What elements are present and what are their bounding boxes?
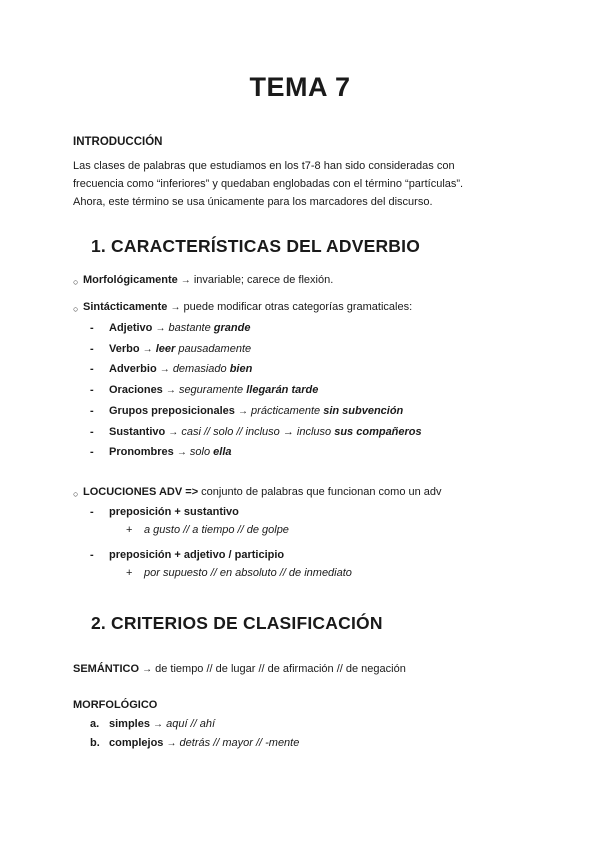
list-item	[109, 343, 251, 355]
semantico-label: SEMÁNTICO	[73, 663, 139, 675]
arrow-icon: →	[153, 719, 164, 730]
plus-bullet-icon: +	[126, 567, 133, 579]
locuciones-text: conjunto de palabras que funcionan como un adv	[198, 486, 442, 498]
item-label: Adjetivo	[109, 322, 153, 334]
list-item	[109, 384, 318, 396]
sintacticamente-label: Sintácticamente	[83, 301, 168, 313]
arrow-icon: →	[166, 738, 177, 749]
locuciones-line	[83, 486, 442, 498]
locucion-group-label	[109, 549, 284, 561]
item-example-bold: bien	[229, 363, 253, 375]
item-label: simples	[109, 718, 150, 730]
page-title: TEMA 7	[249, 72, 351, 102]
circle-bullet-icon: ○	[73, 277, 79, 287]
morfologicamente-label: Morfológicamente	[83, 274, 178, 286]
item-label: Oraciones	[109, 384, 163, 396]
item-example-bold: grande	[213, 322, 251, 334]
circle-bullet-icon: ○	[73, 304, 79, 314]
arrow-icon: →	[170, 302, 181, 313]
intro-line: frecuencia como “inferiores” y quedaban englobadas con el término “partículas”.	[73, 178, 464, 190]
semantico-text: de tiempo // de lugar // de afirmación // de negación	[152, 663, 406, 675]
item-example: demasiado	[172, 363, 227, 375]
morfologico-heading	[73, 699, 157, 711]
item-label: Sustantivo	[109, 426, 166, 438]
item-label: Pronombres	[109, 446, 174, 458]
arrow-icon: →	[142, 344, 153, 355]
dash-bullet-icon: -	[90, 426, 94, 438]
dash-bullet-icon: -	[90, 549, 94, 561]
sintacticamente-text: puede modificar otras categorías gramaticales:	[180, 301, 413, 313]
list-item	[109, 405, 403, 417]
list-item	[109, 322, 250, 334]
item-example: aquí // ahí	[166, 718, 216, 730]
locuciones-label: LOCUCIONES ADV =>	[83, 486, 199, 498]
group-example: por supuesto // en absoluto // de inmediato	[144, 567, 352, 579]
morfologico-heading-text: MORFOLÓGICO	[73, 699, 158, 711]
intro-heading: INTRODUCCIÓN	[73, 136, 163, 148]
intro-paragraph	[73, 157, 543, 211]
item-label: complejos	[109, 737, 164, 749]
arrow-icon: →	[180, 275, 191, 286]
intro-line: Ahora, este término se usa únicamente para los marcadores del discurso.	[73, 196, 433, 208]
item-example-bold: llegarán tarde	[246, 384, 319, 396]
circle-bullet-icon: ○	[73, 489, 79, 499]
dash-bullet-icon: -	[90, 343, 94, 355]
item-label: Grupos preposicionales	[109, 405, 235, 417]
group-label: preposición + sustantivo	[109, 506, 239, 518]
item-example: detrás // mayor // -mente	[179, 737, 300, 749]
group-label: preposición + adjetivo / participio	[109, 549, 285, 561]
arrow-icon: →	[142, 664, 153, 675]
plus-bullet-icon: +	[126, 524, 133, 536]
dash-bullet-icon: -	[90, 446, 94, 458]
list-item	[109, 363, 252, 375]
dash-bullet-icon: -	[90, 363, 94, 375]
dash-bullet-icon: -	[90, 506, 94, 518]
list-item	[109, 737, 299, 749]
dash-bullet-icon: -	[90, 384, 94, 396]
item-example: bastante	[168, 322, 211, 334]
item-example: prácticamente	[251, 405, 321, 417]
group-example: a gusto // a tiempo // de golpe	[144, 524, 289, 536]
list-marker: b.	[90, 737, 100, 749]
arrow-icon: →	[165, 385, 176, 396]
item-example: pausadamente	[178, 343, 252, 355]
arrow-icon: →	[168, 427, 179, 438]
sintacticamente-line	[83, 301, 412, 313]
morfologicamente-text: invariable; carece de flexión.	[190, 274, 334, 286]
arrow-icon: →	[155, 323, 166, 334]
section-2-heading: 2. CRITERIOS DE CLASIFICACIÓN	[91, 613, 383, 633]
list-item	[109, 718, 215, 730]
item-example-bold: ella	[213, 446, 232, 458]
arrow-icon: →	[176, 447, 187, 458]
item-example: solo	[189, 446, 211, 458]
item-label: Verbo	[109, 343, 140, 355]
dash-bullet-icon: -	[90, 405, 94, 417]
list-item	[109, 426, 422, 438]
item-example: seguramente	[178, 384, 244, 396]
morfologicamente-line	[83, 274, 333, 286]
intro-line: Las clases de palabras que estudiamos en los t7-8 han sido consideradas con	[73, 160, 455, 172]
item-example-bold: sin subvención	[323, 405, 404, 417]
locucion-example	[144, 567, 352, 579]
locucion-group-label	[109, 506, 239, 518]
item-example-bold: leer	[155, 343, 176, 355]
dash-bullet-icon: -	[90, 322, 94, 334]
list-marker: a.	[90, 718, 100, 730]
list-item	[109, 446, 232, 458]
item-example: casi // solo // incluso → incluso	[181, 426, 332, 438]
semantico-line	[73, 663, 406, 675]
item-example-bold: sus compañeros	[334, 426, 422, 438]
item-label: Adverbio	[109, 363, 157, 375]
locucion-example	[144, 524, 289, 536]
section-1-heading: 1. CARACTERÍSTICAS DEL ADVERBIO	[91, 236, 421, 256]
arrow-icon: →	[159, 364, 170, 375]
arrow-icon: →	[237, 406, 248, 417]
